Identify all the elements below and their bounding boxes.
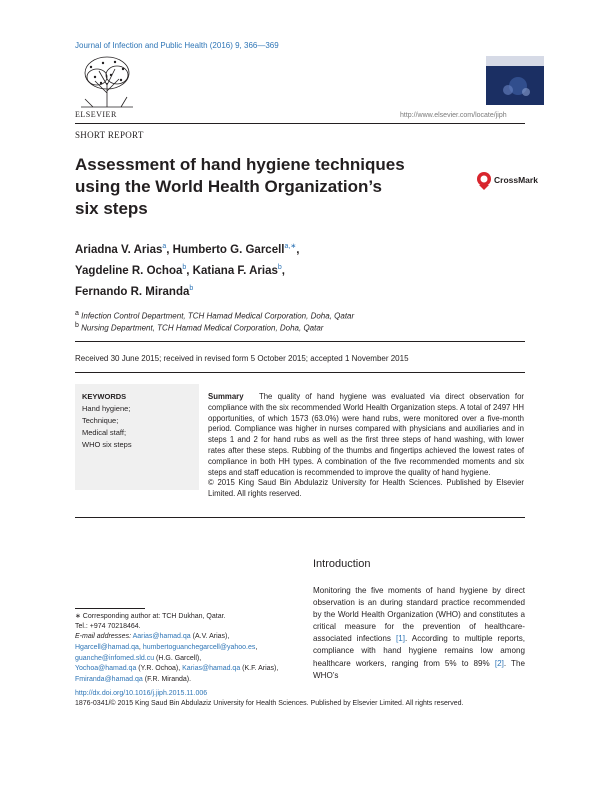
footer-copyright: 1876-0341/© 2015 King Saud Bin Abdulaziz University for Health Sciences. Published by Elsevier Limited. All rights reserved. [75,700,464,707]
cover-art-icon [486,56,544,105]
author-affiliation-marker[interactable]: b [182,263,187,271]
citation-link[interactable]: [2] [494,658,504,668]
email-owner: (A.V. Arias), [190,633,230,640]
email-owner: (H.G. Garcell), [154,654,202,662]
affiliation [75,310,354,321]
section-rule [75,341,525,342]
keyword: Technique; [82,416,119,425]
affiliation-text: Nursing Department, TCH Hamad Medical Corporation, Doha, Qatar [81,323,324,333]
article-history: Received 30 June 2015; received in revised form 5 October 2015; accepted 1 November 2015 [75,354,409,363]
article-type: SHORT REPORT [75,130,144,140]
journal-reference[interactable]: Journal of Infection and Public Health (2016) 9, 366—369 [75,41,279,50]
email-owner: (K.F. Arias), [240,665,279,673]
author-list: Ariadna V. Arias$^a$, Humberto G. Garcell$^{a,∗}$, Yagdeline R. Ochoa$^b$, Katiana F. Arias$^b$, Fernando R. Miranda$^b$ [75,243,300,298]
article-title: Assessment of hand hygiene techniques using the World Health Organization’s six steps [75,155,405,218]
publisher-wordmark: ELSEVIER [75,110,117,119]
keyword: Medical staff; [82,428,127,437]
abstract-body: The quality of hand hygiene was evaluated via direct observation for compliance with the six recommended World Health Organization steps. A total of 2497 HH opportunities, of which 1573 (63.0%) were hand rubs, were monitored over a five-month period. Compliance was higher in nurses compared with physicians and auxiliaries and in steps 1 and 2 for hand rubs as well as the first three steps of hand washing, with lower rates after these steps. Rubbing of the thumbs and fingertips achieved the lowest rates of compliance in both HH types. A combination of the five recommended moments and six steps and staff education is recommended to improve the quality of hand hygiene. [208,392,525,477]
crossmark-label: CrossMark [494,175,538,185]
email-link[interactable]: guanche@infomed.sld.cu [75,654,155,662]
email-owner: (Y.R. Ochoa), [136,665,183,673]
section-rule [75,372,525,373]
affiliation [75,322,323,333]
email-owner: , [138,643,143,651]
abstract [208,392,524,500]
keyword: Hand hygiene; [82,404,131,413]
author-affiliation-marker[interactable]: a,∗ [284,243,297,250]
email-link[interactable]: Hgarcell@hamad.qa [75,643,139,651]
email-addresses [75,632,305,686]
author-name[interactable]: Humberto G. Garcell [172,243,285,256]
doi-link[interactable]: http://dx.doi.org/10.1016/j.jiph.2015.11.006 [75,690,208,697]
email-owner: (F.R. Miranda). [142,676,192,684]
telephone-note: Tel.: +974 70218464. [75,623,141,630]
section-rule [75,517,525,518]
section-heading: Introduction [313,558,371,570]
header-rule [75,123,525,124]
email-link[interactable]: Aarias@hamad.qa [132,633,191,640]
keywords-heading: KEYWORDS [82,392,127,401]
corresponding-author-note: ∗ Corresponding author at: TCH Dukhan, Qatar. [75,613,226,620]
author-affiliation-marker[interactable]: b [277,263,282,271]
author-affiliation-marker[interactable]: b [189,284,194,292]
crossmark-icon [476,171,492,191]
abstract-lead: Summary [208,392,244,401]
email-link[interactable]: humbertoguanchegarcell@yahoo.es [142,643,256,651]
email-link[interactable]: Fmiranda@hamad.qa [75,676,143,684]
journal-cover-image [486,56,544,105]
affiliation-text: Infection Control Department, TCH Hamad Medical Corporation, Doha, Qatar [81,311,355,321]
introduction-text [313,585,525,682]
footnote-rule [75,608,145,609]
intro-text-part: . The WHO’s [313,658,525,680]
author-name[interactable]: Yagdeline R. Ochoa [75,264,183,277]
intro-text-part: . According to multiple reports, compliance with hand hygiene remains low among healthcare workers, ranging from 5% to 89% [313,634,525,668]
crossmark-badge[interactable] [476,171,546,191]
citation-link[interactable]: [1] [395,634,405,644]
keyword: WHO six steps [82,440,132,449]
email-label: E-mail addresses: [75,633,132,640]
affiliation-marker: a [75,310,79,317]
author-affiliation-marker[interactable]: a [162,243,167,250]
abstract-copyright: © 2015 King Saud Bin Abdulaziz University for Health Sciences. Published by Elsevier Limited. All rights reserved. [208,478,524,499]
journal-homepage-link[interactable]: http://www.elsevier.com/locate/jiph [400,112,507,119]
intro-text-part: Monitoring the five moments of hand hygiene by direct observation is an during standard practice recommended by the World Health Organization (WHO) and constitutes a critical measure for the prevention of healthcare-associated infections [313,586,525,644]
author-name[interactable]: Katiana F. Arias [192,264,278,277]
email-owner: , [255,643,258,651]
author-name[interactable]: Fernando R. Miranda [75,285,190,298]
affiliation-marker: b [75,322,79,329]
email-link[interactable]: Karias@hamad.qa [182,665,241,673]
author-name[interactable]: Ariadna V. Arias [75,243,163,256]
email-link[interactable]: Yochoa@hamad.qa [75,665,137,673]
